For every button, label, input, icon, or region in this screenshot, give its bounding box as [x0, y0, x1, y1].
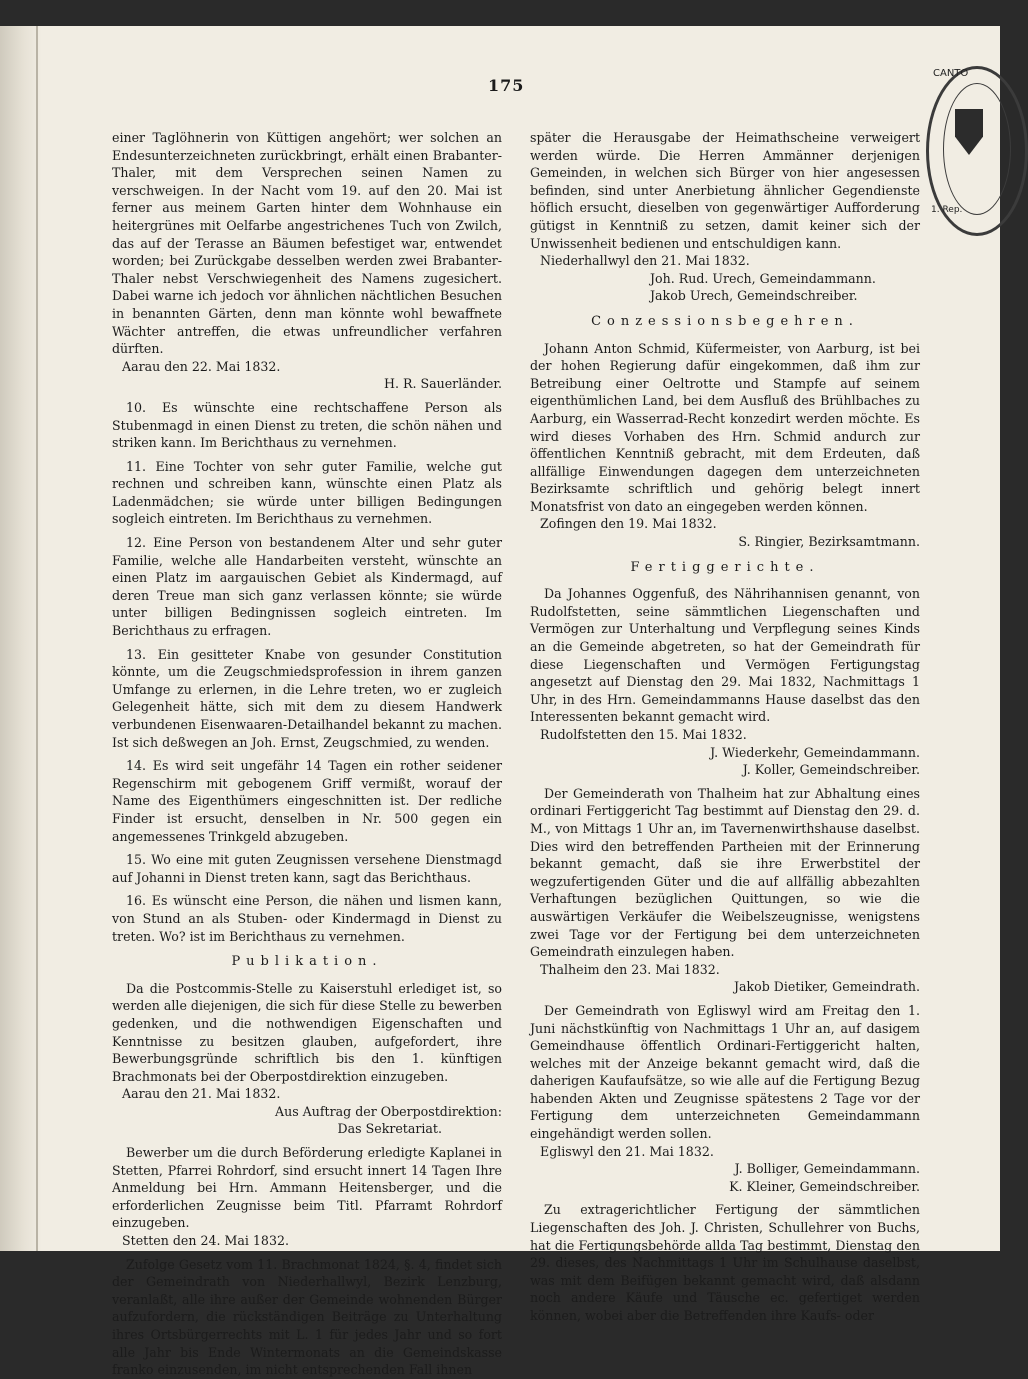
- stamp-bottom-text: 1. Rep.: [931, 205, 963, 215]
- kaplanei-text: Bewerber um die durch Beförderung erledigte Kaplanei in Stetten, Pfarrei Rohrdorf, sind ersucht innert 14 Tagen Ihre Anmeldung bei Hrn. Ammann Heitensberger, und die erforderlichen Zeugnisse beim Titl. Pfarramt Rohrdorf einzugeben.: [112, 1145, 502, 1231]
- section-heading-conzession: Conzessionsbegehren.: [591, 313, 859, 329]
- fertiggericht-4-text: Zu extragerichtlicher Fertigung der sämmtlichen Liegenschaften des Joh. J. Christen, Schullehrer von Buchs, hat die Fertigungsbehörde allda Tag bestimmt, Dienstag den 29. dieses, des Nachmittags 1 Uhr im Schulhause daselbst, was mit dem Beifügen bekannt gemacht wird, daß alsdann noch andere Käufe und Täusche ec. gefertiget werden können, wobei aber die Betreffenden ihre Kaufs- oder: [530, 1202, 920, 1323]
- ad-16: 16. Es wünscht eine Person, die nähen und lismen kann, von Stund an als Stuben- oder Kindermagd in Dienst zu treten. Wo? ist im Berichthaus zu vernehmen.: [112, 893, 502, 944]
- binding-line: [36, 26, 38, 1251]
- fertiggericht-2-date: Thalheim den 23. Mai 1832.: [540, 961, 720, 977]
- publikation-text: Da die Postcommis-Stelle zu Kaiserstuhl erlediget ist, so werden alle diejenigen, die sich für diese Stelle zu bewerben gedenken, und die nothwendigen Eigenschaften und Kenntnisse zu besitzen glauben, aufgefordert, ihre Bewerbungsgründe schriftlich bis den 1. künftigen Brachmonats bei der Oberpostdirektion einzugeben.: [112, 980, 502, 1084]
- kaplanei-date: Stetten den 24. Mai 1832.: [122, 1233, 289, 1249]
- fertiggericht-3-signature-2: K. Kleiner, Gemeindschreiber.: [729, 1178, 920, 1194]
- left-column: [112, 129, 502, 1379]
- library-stamp: [926, 66, 1028, 236]
- ad-13: 13. Ein gesitteter Knabe von gesunder Constitution könnte, um die Zeugschmiedsprofession in ihrem ganzen Umfange zu erlernen, in die Lehre treten, wo er zugleich Gelegenheit hätte, sich mit dem zu diesem Handwerk verbundenen Eisenwaaren-Detailhandel bekannt zu machen. Ist sich deßwegen an Joh. Ernst, Zeugschmied, zu wenden.: [112, 646, 502, 750]
- continuation-signature-1: Joh. Rud. Urech, Gemeindammann.: [650, 270, 876, 286]
- fertiggericht-1-text: Da Johannes Oggenfuß, des Nährihannisen genannt, von Rudolfstetten, seine sämmtlichen Liegenschaften und Vermögen zur Unterhaltung und Verpflegung seines Kinds an die Gemeinde abgetreten, so hat der Gemeindrath für diese Liegenschaften und Vermögen Fertigungstag angesetzt auf Dienstag den 29. Mai 1832, Nachmittags 1 Uhr, in des Hrn. Gemeindammanns Hause daselbst das den Interessenten bekannt gemacht wird.: [530, 586, 920, 725]
- continuation-date: Niederhallwyl den 21. Mai 1832.: [540, 253, 750, 269]
- notice-text: einer Taglöhnerin von Küttigen angehört; wer solchen an Endesunterzeichneten zurückbringt, erhält einen Brabanter-Thaler, mit dem Versprechen seinen Namen zu verschweigen. In der Nacht vom 19. auf den 20. Mai ist ferner aus meinem Garten hinter dem Wohnhause ein heitergrünes mit Oelfarbe angestrichenes Tuch von Zwilch, das auf der Terasse an Bäumen befestiget war, entwendet worden; bei Zurückgabe desselben werden zwei Brabanter-Thaler nebst Verschwiegenheit des Namens zugesichert. Dabei warne ich jedoch vor ähnlichen nächtlichen Besuchen in benannten Gärten, denn man könnte wohl bewaffnete Wächter antreffen, die etwas unfreundlicher verfahren dürften.: [112, 130, 502, 357]
- newspaper-page: [0, 26, 1000, 1378]
- conzession-date: Zofingen den 19. Mai 1832.: [540, 516, 717, 532]
- conzession-signature: S. Ringier, Bezirksamtmann.: [738, 534, 920, 550]
- fertiggericht-3-signature-1: J. Bolliger, Gemeindammann.: [734, 1161, 920, 1177]
- ad-10: 10. Es wünschte eine rechtschaffene Person als Stubenmagd in einen Dienst zu treten, die schön nähen und striken kann. Im Berichthaus zu vernehmen.: [112, 399, 502, 451]
- notice-signature: H. R. Sauerländer.: [384, 376, 502, 392]
- ad-14: 14. Es wird seit ungefähr 14 Tagen ein rother seidener Regenschirm mit gebogenem Griff vermißt, worauf der Name des Eigenthümers eingeschnitten ist. Der redliche Finder ist ersucht, denselben in Nr. 500 gegen ein angemessenes Trinkgeld abzugeben.: [112, 758, 502, 844]
- conzession-text: Johann Anton Schmid, Küfermeister, von Aarburg, ist bei der hohen Regierung dafür eingekommen, daß ihm zur Betreibung einer Oeltrotte und Stampfe auf seinem eigenthümlichen Land, bei dem Ausfluß des Brühlbaches zu Aarburg, ein Wasserrad-Recht konzedirt werden möchte. Es wird dieses Vorhaben des Hrn. Schmid andurch zur öffentlichen Kenntniß gebracht, mit dem Erdeuten, daß allfällige Einwendungen dagegen dem unterzeichneten Bezirksamte schriftlich und gehörig belegt innert Monatsfrist von dato an eingegeben werden können.: [530, 340, 920, 514]
- ad-11: 11. Eine Tochter von sehr guter Familie, welche gut rechnen und schreiben kann, wünschte einen Platz als Ladenmädchen; sie würde unter billigen Bedingungen sogleich eintreten. Im Berichthaus zu vernehmen.: [112, 458, 502, 527]
- fertiggericht-3-date: Egliswyl den 21. Mai 1832.: [540, 1143, 714, 1159]
- publikation-signature-1: Aus Auftrag der Oberpostdirektion:: [275, 1103, 502, 1119]
- fertiggericht-1-signature-1: J. Wiederkehr, Gemeindammann.: [710, 744, 920, 760]
- publikation-signature-2: Das Sekretariat.: [337, 1121, 442, 1137]
- section-heading-publikation: Publikation.: [231, 954, 383, 970]
- stamp-top-text: CANTO: [933, 68, 969, 79]
- fertiggericht-2-signature: Jakob Dietiker, Gemeindrath.: [733, 979, 920, 995]
- section-heading-fertiggerichte: Fertiggerichte.: [630, 559, 820, 575]
- continuation-signature-2: Jakob Urech, Gemeindschreiber.: [650, 288, 858, 304]
- stamp-inner-ring: [943, 83, 1011, 215]
- notice-date: Aarau den 22. Mai 1832.: [122, 358, 281, 374]
- page-number: 175: [488, 76, 525, 95]
- fertiggericht-3-text: Der Gemeindrath von Egliswyl wird am Freitag den 1. Juni nächstkünftig von Nachmittags 1 Uhr an, auf dasigem Gemeindhause öffentlich Ordinari-Fertiggericht halten, welches mit der Anzeige bekannt gemacht wird, daß die daherigen Kaufaufsätze, so wie alle auf die Fertigung Bezug habenden Akten und Zeugnisse spätestens 2 Tage vor der Fertigung dem unterzeichneten Gemeindammann eingehändigt werden sollen.: [530, 1002, 920, 1142]
- right-column: [530, 129, 920, 1325]
- continuation-text: später die Herausgabe der Heimathscheine verweigert werden würde. Die Herren Ammänner derjenigen Gemeinden, in welchen sich Bürger von hier angesessen befinden, sind unter Anerbietung ähnlicher Gegendienste höflich ersucht, dieselben von gegenwärtiger Aufforderung gütigst in Kenntniß zu setzen, damit keiner sich der Unwissenheit bedienen und entschuldigen kann.: [530, 130, 920, 251]
- publikation-date: Aarau den 21. Mai 1832.: [122, 1086, 281, 1102]
- gesetz-text: Zufolge Gesetz vom 11. Brachmonat 1824, §. 4, findet sich der Gemeindrath von Niederhallwyl, Bezirk Lenzburg, veranlaßt, alle ihre außer der Gemeinde wohnenden Bürger aufzufordern, die rückständigen Beiträge zu Unterhaltung ihres Ortsbürgerrechts mit L. 1 für jedes Jahr und so fort alle Jahr bis Ende Wintermonats an die Gemeindskasse franko einzusenden, im nicht entsprechenden Fall ihnen: [112, 1256, 502, 1378]
- ad-15: 15. Wo eine mit guten Zeugnissen versehene Dienstmagd auf Johanni in Dienst treten kann, sagt das Berichthaus.: [112, 852, 502, 885]
- fertiggericht-1-signature-2: J. Koller, Gemeindschreiber.: [742, 762, 920, 778]
- fertiggericht-1-date: Rudolfstetten den 15. Mai 1832.: [540, 727, 747, 742]
- fertiggericht-2-text: Der Gemeinderath von Thalheim hat zur Abhaltung eines ordinari Fertiggericht Tag bestimmt auf Dienstag den 29. d. M., von Mittags 1 Uhr an, im Tavernenwirthshause daselbst. Dies wird den betreffenden Partheien mit der Erinnerung bekannt gemacht, daß sie ihre Erwerbstitel der wegzufertigenden Güter und die auf allfällig abbezahlten Verhaftungen bezüglichen Quittungen, so wie die auswärtigen Verkäufer die Weibelszeugnisse, wenigstens zwei Tage vor der Fertigung bei dem unterzeichneten Gemeindrath einzulegen haben.: [530, 785, 920, 960]
- ad-12: 12. Eine Person von bestandenem Alter und sehr guter Familie, welche alle Handarbeiten versteht, wünschte an einen Platz im aargauischen Gebiet als Kindermagd, auf deren Treue man sich ganz verlassen könnte; sie würde unter billigen Bedingnissen sogleich eintreten. Im Berichthaus zu erfragen.: [112, 535, 502, 639]
